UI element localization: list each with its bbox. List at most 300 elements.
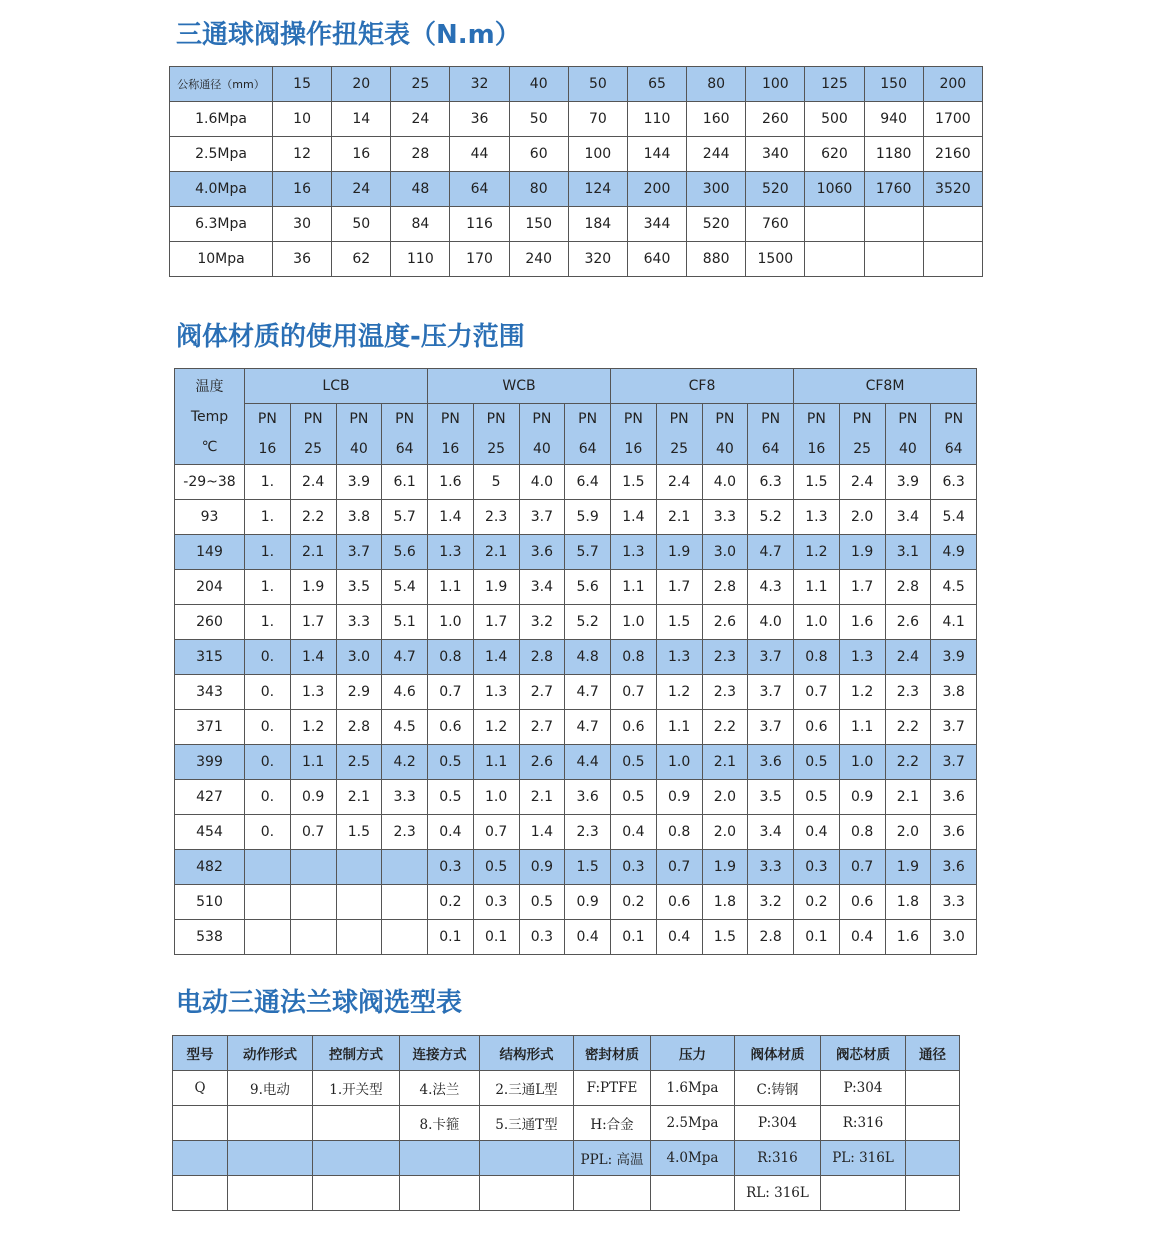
table-cell: 0. bbox=[245, 815, 291, 850]
table-cell: 0.9 bbox=[290, 780, 336, 815]
table-cell: 2.3 bbox=[382, 815, 428, 850]
table-cell: 1.9 bbox=[702, 850, 748, 885]
table-row bbox=[170, 207, 983, 242]
table-cell: 640 bbox=[627, 242, 686, 277]
table-cell bbox=[173, 1141, 228, 1176]
table-cell: 1.2 bbox=[656, 675, 702, 710]
row-label: 399 bbox=[175, 745, 245, 780]
table-cell bbox=[173, 1106, 228, 1141]
table-cell: 1.5 bbox=[702, 920, 748, 955]
table-cell: 5.6 bbox=[382, 535, 428, 570]
table-cell bbox=[864, 242, 923, 277]
table-cell: 0.4 bbox=[565, 920, 611, 955]
table-cell: 0.6 bbox=[611, 710, 657, 745]
table-cell: 3.5 bbox=[748, 780, 794, 815]
table-cell: 3.0 bbox=[336, 640, 382, 675]
table-cell: 1.2 bbox=[839, 675, 885, 710]
table-cell: 1180 bbox=[864, 137, 923, 172]
table-cell bbox=[480, 1141, 574, 1176]
header-cell: 25 bbox=[391, 67, 450, 102]
pn-header: PN 40 bbox=[702, 404, 748, 465]
table-row bbox=[175, 640, 977, 675]
header-cell: 阀芯材质 bbox=[821, 1036, 906, 1071]
table-cell: 4.0 bbox=[519, 465, 565, 500]
table-cell: 2.6 bbox=[519, 745, 565, 780]
table-cell: 0.7 bbox=[839, 850, 885, 885]
table-cell: 1.3 bbox=[473, 675, 519, 710]
table-cell: 3.7 bbox=[748, 710, 794, 745]
header-cell: 结构形式 bbox=[480, 1036, 574, 1071]
row-label: 482 bbox=[175, 850, 245, 885]
table-row bbox=[175, 885, 977, 920]
table-cell: 0.2 bbox=[794, 885, 840, 920]
table-cell: 9.电动 bbox=[228, 1071, 313, 1106]
table-cell: 3.3 bbox=[931, 885, 977, 920]
table-cell: 2.5Mpa bbox=[651, 1106, 735, 1141]
table-cell: 0. bbox=[245, 780, 291, 815]
table-cell: 1.2 bbox=[794, 535, 840, 570]
table-cell: 3.5 bbox=[336, 570, 382, 605]
table-cell: 2.8 bbox=[702, 570, 748, 605]
table-cell: 2.4 bbox=[290, 465, 336, 500]
table-cell: 10 bbox=[273, 102, 332, 137]
pn-header: PN 16 bbox=[245, 404, 291, 465]
material-header: CF8 bbox=[611, 369, 794, 404]
table-cell: 4.7 bbox=[565, 710, 611, 745]
header-cell: 65 bbox=[627, 67, 686, 102]
table-cell: 1.7 bbox=[290, 605, 336, 640]
table-row bbox=[175, 780, 977, 815]
table-cell: 62 bbox=[332, 242, 391, 277]
table-cell: 2.3 bbox=[565, 815, 611, 850]
table-cell: 1060 bbox=[805, 172, 864, 207]
row-label: 371 bbox=[175, 710, 245, 745]
table-cell: PPL: 高温 bbox=[574, 1141, 651, 1176]
table-cell: 1.0 bbox=[839, 745, 885, 780]
table-cell: 4.5 bbox=[931, 570, 977, 605]
table-cell: 1.1 bbox=[473, 745, 519, 780]
table-cell: 50 bbox=[332, 207, 391, 242]
table-cell: 0.7 bbox=[428, 675, 474, 710]
table-cell: 880 bbox=[687, 242, 746, 277]
table-cell: 1.3 bbox=[290, 675, 336, 710]
table-row bbox=[173, 1071, 960, 1106]
table-cell: 2.8 bbox=[336, 710, 382, 745]
table-row bbox=[170, 242, 983, 277]
table-cell: 1.3 bbox=[428, 535, 474, 570]
table-cell: 2.2 bbox=[885, 710, 931, 745]
table-cell: 80 bbox=[509, 172, 568, 207]
table-cell: 2.3 bbox=[702, 675, 748, 710]
table-cell: 1.2 bbox=[290, 710, 336, 745]
table-cell bbox=[245, 920, 291, 955]
table-cell: 2.0 bbox=[702, 780, 748, 815]
table-cell bbox=[805, 207, 864, 242]
table-cell: 16 bbox=[332, 137, 391, 172]
row-label: 6.3Mpa bbox=[170, 207, 273, 242]
table-cell: 1.7 bbox=[473, 605, 519, 640]
table-cell: Q bbox=[173, 1071, 228, 1106]
table-cell: 170 bbox=[450, 242, 509, 277]
table-cell bbox=[228, 1106, 313, 1141]
table-cell bbox=[336, 885, 382, 920]
table-cell: 1.4 bbox=[473, 640, 519, 675]
table-row bbox=[173, 1106, 960, 1141]
table-cell: 4.3 bbox=[748, 570, 794, 605]
table-cell: 1.0 bbox=[611, 605, 657, 640]
selection-table bbox=[172, 1035, 960, 1211]
table-cell: 3.4 bbox=[748, 815, 794, 850]
table-cell: 1.8 bbox=[885, 885, 931, 920]
table-cell: 0.7 bbox=[794, 675, 840, 710]
table-cell: 1. bbox=[245, 570, 291, 605]
table-cell: 0.9 bbox=[565, 885, 611, 920]
header-cell: 100 bbox=[746, 67, 805, 102]
table-cell: 1. bbox=[245, 465, 291, 500]
table-cell: 3.9 bbox=[931, 640, 977, 675]
table-cell: 5.1 bbox=[382, 605, 428, 640]
pn-header: PN 25 bbox=[473, 404, 519, 465]
table-cell: 2.1 bbox=[885, 780, 931, 815]
table-cell: 44 bbox=[450, 137, 509, 172]
table-cell: 4.法兰 bbox=[400, 1071, 480, 1106]
table-header-row bbox=[170, 67, 983, 102]
table-cell: 2.7 bbox=[519, 710, 565, 745]
table-cell: 3.2 bbox=[519, 605, 565, 640]
table-cell bbox=[864, 207, 923, 242]
table-cell: 300 bbox=[687, 172, 746, 207]
table-cell: 0.6 bbox=[839, 885, 885, 920]
table-cell: 3.3 bbox=[748, 850, 794, 885]
material-header: WCB bbox=[428, 369, 611, 404]
table-row bbox=[175, 675, 977, 710]
table-header-row bbox=[175, 404, 977, 465]
table-cell bbox=[313, 1176, 400, 1211]
table-cell: 2.5 bbox=[336, 745, 382, 780]
table-cell bbox=[821, 1176, 906, 1211]
table-cell: 520 bbox=[687, 207, 746, 242]
table-cell: 2.1 bbox=[473, 535, 519, 570]
table-cell: 2.8 bbox=[885, 570, 931, 605]
table-row bbox=[175, 920, 977, 955]
table-cell bbox=[400, 1141, 480, 1176]
row-label: 204 bbox=[175, 570, 245, 605]
table-cell: 1.6Mpa bbox=[651, 1071, 735, 1106]
table-cell: 4.1 bbox=[931, 605, 977, 640]
table-cell: 940 bbox=[864, 102, 923, 137]
header-cell: 通径 bbox=[906, 1036, 960, 1071]
table-cell: 4.0 bbox=[702, 465, 748, 500]
table-cell: H:合金 bbox=[574, 1106, 651, 1141]
table-cell: 2.三通L型 bbox=[480, 1071, 574, 1106]
table-cell: 0.5 bbox=[794, 745, 840, 780]
pn-header: PN 40 bbox=[519, 404, 565, 465]
table-cell: 3.0 bbox=[702, 535, 748, 570]
table-cell: 0.1 bbox=[611, 920, 657, 955]
table-row bbox=[173, 1141, 960, 1176]
pn-header: PN 16 bbox=[794, 404, 840, 465]
header-cell: 80 bbox=[687, 67, 746, 102]
table-cell: 0.4 bbox=[428, 815, 474, 850]
table-cell: 84 bbox=[391, 207, 450, 242]
table-cell: 5.7 bbox=[382, 500, 428, 535]
table-cell: 1.3 bbox=[611, 535, 657, 570]
table-cell: 3.6 bbox=[519, 535, 565, 570]
table-cell: 0.4 bbox=[656, 920, 702, 955]
table-cell: 3.2 bbox=[748, 885, 794, 920]
table-cell: 24 bbox=[391, 102, 450, 137]
table-cell: 110 bbox=[391, 242, 450, 277]
table-cell: 1.1 bbox=[611, 570, 657, 605]
table-cell: 1.0 bbox=[428, 605, 474, 640]
pn-header: PN 40 bbox=[885, 404, 931, 465]
table-cell: 320 bbox=[568, 242, 627, 277]
table-cell: 4.7 bbox=[748, 535, 794, 570]
table-cell: 0. bbox=[245, 675, 291, 710]
table-cell: 3.7 bbox=[336, 535, 382, 570]
row-label: 1.6Mpa bbox=[170, 102, 273, 137]
table-cell: 5.6 bbox=[565, 570, 611, 605]
table-cell: 3.7 bbox=[519, 500, 565, 535]
table-cell: 4.2 bbox=[382, 745, 428, 780]
table-cell bbox=[336, 920, 382, 955]
table-cell: 1.5 bbox=[336, 815, 382, 850]
table-cell: 5.4 bbox=[382, 570, 428, 605]
selection-table-title: 电动三通法兰球阀选型表 bbox=[176, 988, 463, 1018]
table-row bbox=[175, 535, 977, 570]
table-cell: 1. bbox=[245, 535, 291, 570]
table-cell: 1.0 bbox=[794, 605, 840, 640]
temp-pressure-table-title: 阀体材质的使用温度-压力范围 bbox=[176, 322, 525, 352]
table-cell: 3.7 bbox=[931, 745, 977, 780]
table-cell: 1760 bbox=[864, 172, 923, 207]
table-cell: 0.6 bbox=[428, 710, 474, 745]
table-cell: 0. bbox=[245, 640, 291, 675]
table-cell: 0.9 bbox=[519, 850, 565, 885]
header-cell: 控制方式 bbox=[313, 1036, 400, 1071]
table-cell: C:铸钢 bbox=[735, 1071, 821, 1106]
table-cell bbox=[906, 1106, 960, 1141]
table-cell: 240 bbox=[509, 242, 568, 277]
table-cell: 1700 bbox=[923, 102, 982, 137]
table-cell: 24 bbox=[332, 172, 391, 207]
table-cell: 0.8 bbox=[428, 640, 474, 675]
table-cell: 0.9 bbox=[839, 780, 885, 815]
table-cell: 184 bbox=[568, 207, 627, 242]
table-cell: 0.2 bbox=[611, 885, 657, 920]
table-cell: 4.5 bbox=[382, 710, 428, 745]
table-cell: 3.3 bbox=[336, 605, 382, 640]
row-label: 10Mpa bbox=[170, 242, 273, 277]
table-cell bbox=[651, 1176, 735, 1211]
table-cell: 1.4 bbox=[519, 815, 565, 850]
table-cell: 200 bbox=[627, 172, 686, 207]
table-cell: 3.4 bbox=[885, 500, 931, 535]
row-label: 538 bbox=[175, 920, 245, 955]
table-cell bbox=[382, 850, 428, 885]
table-cell: 1.5 bbox=[656, 605, 702, 640]
header-cell: 公称通径（mm） bbox=[170, 67, 273, 102]
table-row bbox=[175, 605, 977, 640]
pn-header: PN 16 bbox=[428, 404, 474, 465]
table-cell: 2.0 bbox=[702, 815, 748, 850]
table-cell: 6.1 bbox=[382, 465, 428, 500]
table-cell: P:304 bbox=[735, 1106, 821, 1141]
table-cell bbox=[923, 207, 982, 242]
table-cell: 2.6 bbox=[885, 605, 931, 640]
table-cell: 0.8 bbox=[839, 815, 885, 850]
header-cell: 150 bbox=[864, 67, 923, 102]
table-row bbox=[175, 570, 977, 605]
table-cell: 1.1 bbox=[290, 745, 336, 780]
table-cell: 2.7 bbox=[519, 675, 565, 710]
table-cell: P:304 bbox=[821, 1071, 906, 1106]
table-cell: 3.7 bbox=[931, 710, 977, 745]
table-cell: 8.卡箍 bbox=[400, 1106, 480, 1141]
header-cell: 密封材质 bbox=[574, 1036, 651, 1071]
table-cell bbox=[906, 1071, 960, 1106]
row-label: 4.0Mpa bbox=[170, 172, 273, 207]
header-cell: 32 bbox=[450, 67, 509, 102]
table-cell: 1.7 bbox=[656, 570, 702, 605]
table-cell: 2.0 bbox=[885, 815, 931, 850]
table-cell: 2.1 bbox=[290, 535, 336, 570]
table-cell: 4.4 bbox=[565, 745, 611, 780]
table-cell bbox=[480, 1176, 574, 1211]
table-cell: 0.5 bbox=[428, 745, 474, 780]
table-cell bbox=[313, 1141, 400, 1176]
table-cell: 1. bbox=[245, 500, 291, 535]
table-cell: 116 bbox=[450, 207, 509, 242]
table-cell: 100 bbox=[568, 137, 627, 172]
table-cell: 2.9 bbox=[336, 675, 382, 710]
table-cell: 0.5 bbox=[428, 780, 474, 815]
table-cell: 1.6 bbox=[885, 920, 931, 955]
table-cell: 5.三通T型 bbox=[480, 1106, 574, 1141]
table-cell: 344 bbox=[627, 207, 686, 242]
pn-header: PN 25 bbox=[839, 404, 885, 465]
table-cell: 5.9 bbox=[565, 500, 611, 535]
table-cell: 2.6 bbox=[702, 605, 748, 640]
table-cell: 0.1 bbox=[473, 920, 519, 955]
row-label: 510 bbox=[175, 885, 245, 920]
table-cell: 2.8 bbox=[748, 920, 794, 955]
table-row bbox=[175, 745, 977, 780]
table-cell: 0.5 bbox=[519, 885, 565, 920]
table-cell: 2.4 bbox=[656, 465, 702, 500]
torque-table-title: 三通球阀操作扭矩表（N.m） bbox=[176, 20, 521, 50]
pn-header: PN 64 bbox=[382, 404, 428, 465]
material-header: CF8M bbox=[794, 369, 977, 404]
table-cell: 2.1 bbox=[519, 780, 565, 815]
header-cell: 125 bbox=[805, 67, 864, 102]
table-cell: 3.9 bbox=[336, 465, 382, 500]
table-cell bbox=[290, 920, 336, 955]
table-cell: 0.8 bbox=[794, 640, 840, 675]
row-label: 315 bbox=[175, 640, 245, 675]
table-cell: 3.7 bbox=[748, 675, 794, 710]
table-cell: 1.5 bbox=[794, 465, 840, 500]
table-cell: F:PTFE bbox=[574, 1071, 651, 1106]
table-cell: 1.开关型 bbox=[313, 1071, 400, 1106]
table-cell bbox=[245, 850, 291, 885]
table-cell bbox=[173, 1176, 228, 1211]
table-cell: 0.3 bbox=[611, 850, 657, 885]
table-row bbox=[170, 137, 983, 172]
pn-header: PN 64 bbox=[931, 404, 977, 465]
table-cell bbox=[336, 850, 382, 885]
table-cell: 4.0 bbox=[748, 605, 794, 640]
table-cell: 5.2 bbox=[565, 605, 611, 640]
table-cell: 0.9 bbox=[656, 780, 702, 815]
table-cell bbox=[382, 885, 428, 920]
table-cell: 2.3 bbox=[702, 640, 748, 675]
pn-header: PN 16 bbox=[611, 404, 657, 465]
table-cell: 0.5 bbox=[611, 745, 657, 780]
table-cell: 14 bbox=[332, 102, 391, 137]
table-cell bbox=[906, 1176, 960, 1211]
table-cell: 0. bbox=[245, 710, 291, 745]
table-cell: 4.7 bbox=[382, 640, 428, 675]
table-cell: 1500 bbox=[746, 242, 805, 277]
row-label: 93 bbox=[175, 500, 245, 535]
table-cell bbox=[574, 1176, 651, 1211]
table-cell: 1.3 bbox=[794, 500, 840, 535]
table-cell: PL: 316L bbox=[821, 1141, 906, 1176]
table-cell: 0.4 bbox=[839, 920, 885, 955]
table-cell: 0.3 bbox=[428, 850, 474, 885]
table-cell: 2.4 bbox=[839, 465, 885, 500]
table-cell: 2.1 bbox=[702, 745, 748, 780]
table-cell: 1.9 bbox=[473, 570, 519, 605]
table-cell: 2.2 bbox=[702, 710, 748, 745]
table-cell: 0.8 bbox=[611, 640, 657, 675]
table-cell: 0.3 bbox=[519, 920, 565, 955]
header-cell: 20 bbox=[332, 67, 391, 102]
table-cell: 1.6 bbox=[428, 465, 474, 500]
table-cell: 3.7 bbox=[748, 640, 794, 675]
table-cell: 144 bbox=[627, 137, 686, 172]
table-cell: 3.6 bbox=[748, 745, 794, 780]
table-cell: 2.2 bbox=[290, 500, 336, 535]
table-cell: 6.3 bbox=[931, 465, 977, 500]
table-cell: 36 bbox=[450, 102, 509, 137]
table-cell bbox=[228, 1176, 313, 1211]
table-cell: 2.1 bbox=[336, 780, 382, 815]
table-cell: 5.7 bbox=[565, 535, 611, 570]
table-cell: 3.8 bbox=[336, 500, 382, 535]
table-cell: 520 bbox=[746, 172, 805, 207]
torque-table bbox=[169, 66, 983, 277]
table-cell: 0. bbox=[245, 745, 291, 780]
table-cell: 0.6 bbox=[794, 710, 840, 745]
table-header-row bbox=[173, 1036, 960, 1071]
table-cell: 4.0Mpa bbox=[651, 1141, 735, 1176]
table-row bbox=[170, 172, 983, 207]
header-cell: 连接方式 bbox=[400, 1036, 480, 1071]
table-cell: 3.0 bbox=[931, 920, 977, 955]
table-cell bbox=[245, 885, 291, 920]
header-cell: 温度 Temp ℃ bbox=[175, 369, 245, 465]
table-cell: 1.5 bbox=[611, 465, 657, 500]
table-cell: 5 bbox=[473, 465, 519, 500]
header-cell: 压力 bbox=[651, 1036, 735, 1071]
table-cell bbox=[290, 885, 336, 920]
table-cell: 3.4 bbox=[519, 570, 565, 605]
material-header: LCB bbox=[245, 369, 428, 404]
table-row bbox=[173, 1176, 960, 1211]
table-cell: 0.5 bbox=[794, 780, 840, 815]
